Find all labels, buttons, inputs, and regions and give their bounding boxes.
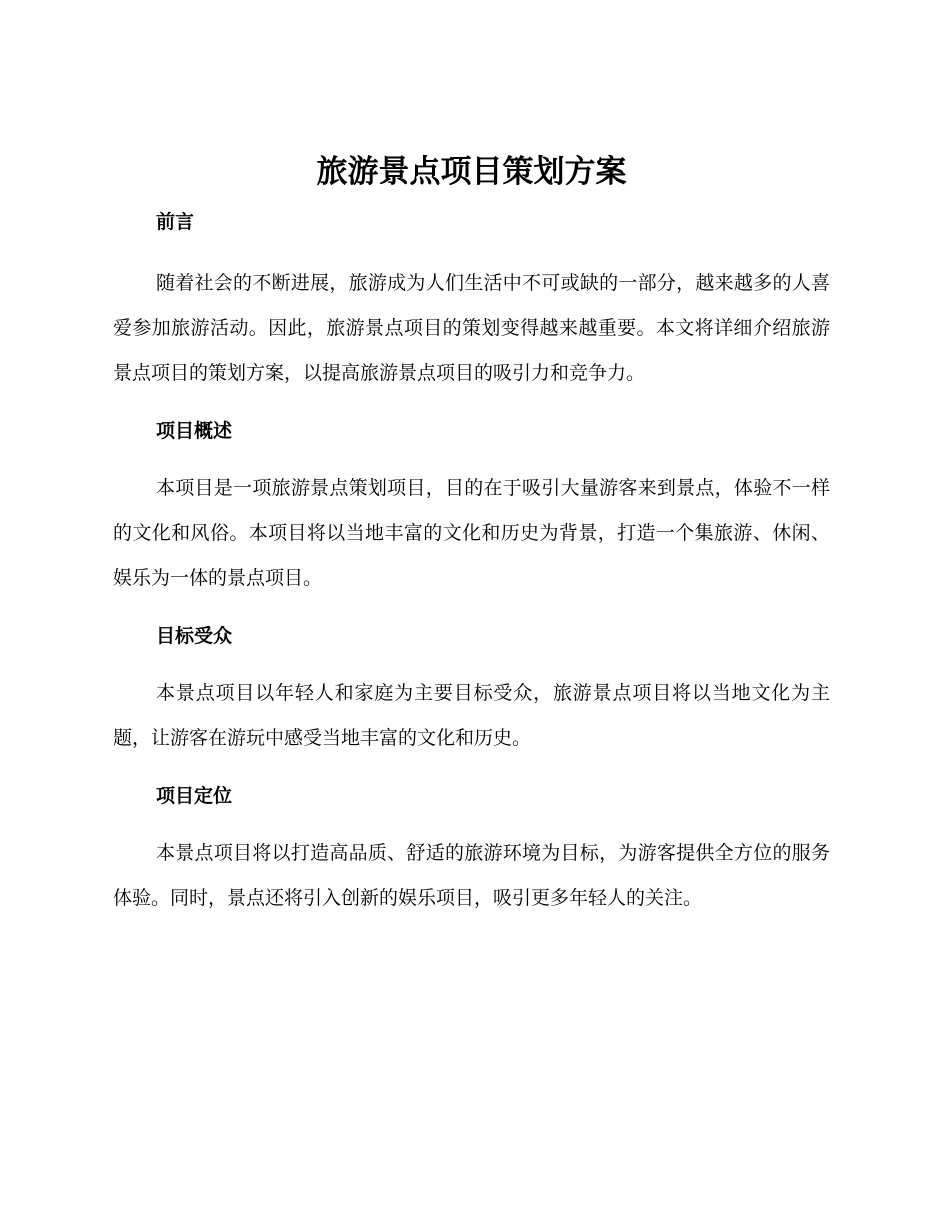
section-body-overview: 本项目是一项旅游景点策划项目，目的在于吸引大量游客来到景点，体验不一样的文化和风俗。本项目将以当地丰富的文化和历史为背景，打造一个集旅游、休闲、娱乐为一体的景点项目。 — [113, 477, 830, 589]
section-heading-preface: 前言 — [156, 211, 195, 233]
document-content — [113, 148, 830, 921]
section-heading-overview: 项目概述 — [156, 420, 233, 442]
document-title: 旅游景点项目策划方案 — [316, 154, 627, 190]
section-body-audience: 本景点项目以年轻人和家庭为主要目标受众，旅游景点项目将以当地文化为主题，让游客在游玩中感受当地丰富的文化和历史。 — [113, 682, 830, 749]
section-heading-positioning: 项目定位 — [156, 785, 233, 807]
section-body-preface: 随着社会的不断进展，旅游成为人们生活中不可或缺的一部分，越来越多的人喜爱参加旅游活动。因此，旅游景点项目的策划变得越来越重要。本文将详细介绍旅游景点项目的策划方案，以提高旅游景点项目的吸引力和竞争力。 — [113, 272, 830, 384]
section-heading-audience: 目标受众 — [156, 625, 233, 647]
section-body-positioning: 本景点项目将以打造高品质、舒适的旅游环境为目标，为游客提供全方位的服务体验。同时，景点还将引入创新的娱乐项目，吸引更多年轻人的关注。 — [113, 842, 830, 909]
